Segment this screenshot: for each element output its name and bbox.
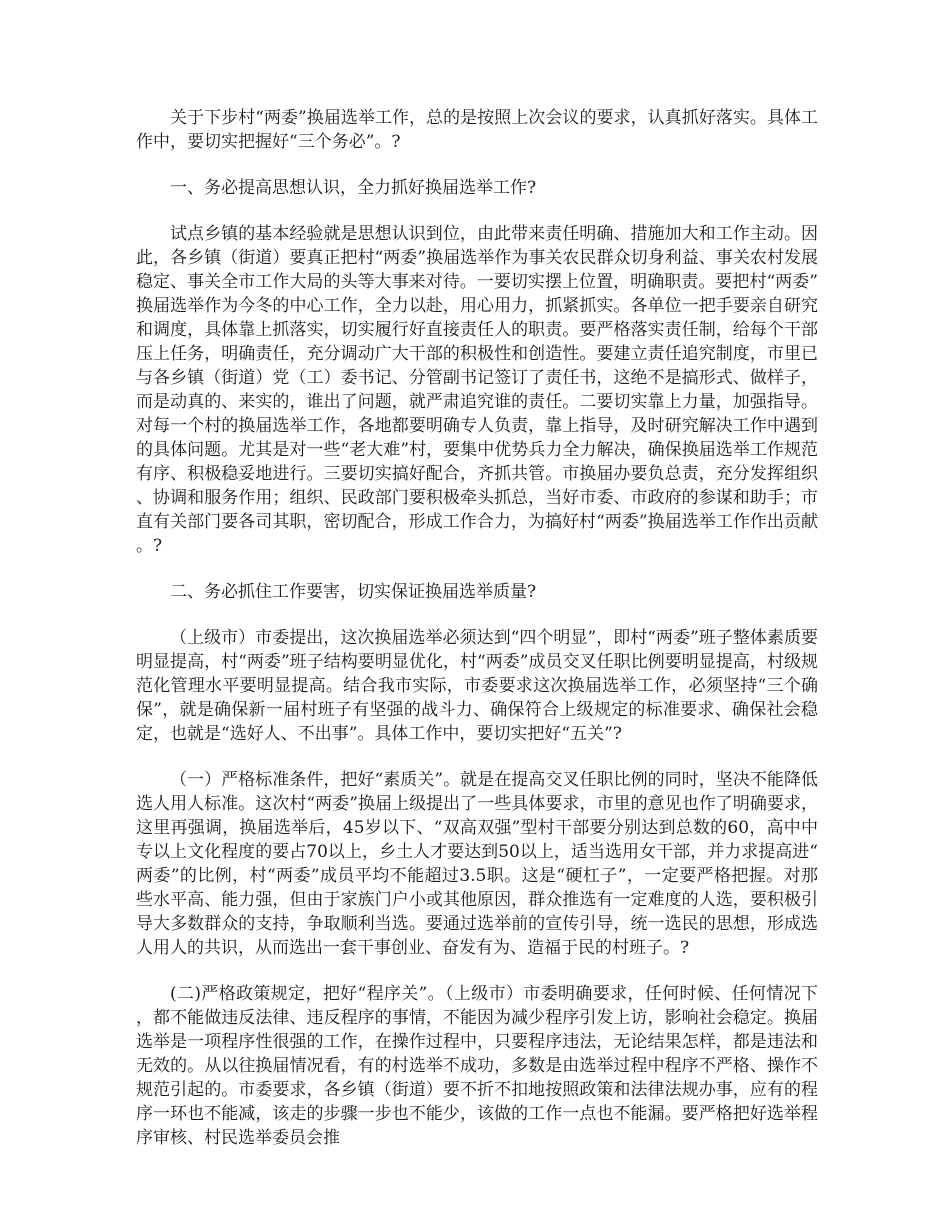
subsection-paragraph-1: （一）严格标准条件，把好“素质关”。就是在提高交叉任职比例的同时，坚决不能降低选人用人标准。这次村“两委”换届上级提出了一些具体要求，市里的意见也作了明确要求，这里再强调，换届选举后，45岁以下、“双高双强”型村干部要分别达到总数的60，高中中专以上文化程度的要占70以上，乡土人才要达到50以上，适当选用女干部，并力求提高进“两委”的比例，村“两委”成员平均不能超过3.5职。这是“硬杠子”，一定要严格把握。对那些水平高、能力强，但由于家族门户小或其他原因，群众推选有一定难度的人选，要积极引导大多数群众的支持，争取顺利当选。要通过选举前的宣传引导，统一选民的思想，形成选人用人的共识，从而选出一套干事创业、奋发有为、造福于民的村班子。? [136,770,818,958]
body-paragraph: 试点乡镇的基本经验就是思想认识到位，由此带来责任明确、措施加大和工作主动。因此，各乡镇（街道）要真正把村“两委”换届选举作为事关农民群众切身利益、事关农村发展稳定、事关全市工作大局的头等大事来对待。一要切实摆上位置，明确职责。要把村“两委”换届选举作为今冬的中心工作，全力以赴，用心用力，抓紧抓实。各单位一把手要亲自研究和调度，具体靠上抓落实，切实履行好直接责任人的职责。要严格落实责任制，给每个干部压上任务，明确责任，充分调动广大干部的积极性和创造性。要建立责任追究制度，市里已与各乡镇（街道）党（工）委书记、分管副书记签订了责任书，这绝不是搞形式、做样子，而是动真的、来实的，谁出了问题，就严肃追究谁的责任。二要切实靠上力量，加强指导。对每一个村的换届选举工作，各地都要明确专人负责，靠上指导，及时研究解决工作中遇到的具体问题。尤其是对一些“老大难”村，要集中优势兵力全力解决，确保换届选举工作规范有序、积极稳妥地进行。三要切实搞好配合，齐抓共管。市换届办要负总责，充分发挥组织、协调和服务作用；组织、民政部门要积极牵头抓总，当好市委、市政府的参谋和助手；市直有关部门要各司其职，密切配合，形成工作合力，为搞好村“两委”换届选举工作作出贡献。? [136,224,818,556]
section-heading-2: 二、务必抓住工作要害，切实保证换届选举质量? [170,582,537,602]
intro-paragraph: 关于下步村“两委”换届选举工作，总的是按照上次会议的要求，认真抓好落实。具体工作中，要切实把握好“三个务必”。? [136,108,818,152]
document-body [136,106,818,1172]
subsection-paragraph-2: (二)严格政策规定，把好“程序关”。（上级市）市委明确要求，任何时候、任何情况下，都不能做违反法律、违反程序的事情，不能因为减少程序引发上访，影响社会稳定。换届选举是一项程序性很强的工作，在操作过程中，只要程序违法，无论结果怎样，都是违法和无效的。从以往换届情况看，有的村选举不成功，多数是由选举过程中程序不严格、操作不规范引起的。市委要求，各乡镇（街道）要不折不扣地按照政策和法律法规办事，应有的程序一环也不能减，该走的步骤一步也不能少，该做的工作一点也不能漏。要严格把好选举程序审核、村民选举委员会推 [136,984,818,1148]
section-heading-1: 一、务必提高思想认识，全力抓好换届选举工作? [170,178,537,198]
body-paragraph: （上级市）市委提出，这次换届选举必须达到“四个明显”，即村“两委”班子整体素质要明显提高，村“两委”班子结构要明显优化，村“两委”成员交叉任职比例要明显提高，村级规范化管理水平要明显提高。结合我市实际，市委要求这次换届选举工作，必须坚持“三个确保”，就是确保新一届村班子有坚强的战斗力、确保符合上级规定的标准要求、确保社会稳定，也就是“选好人、不出事”。具体工作中，要切实把好“五关”? [136,628,818,744]
